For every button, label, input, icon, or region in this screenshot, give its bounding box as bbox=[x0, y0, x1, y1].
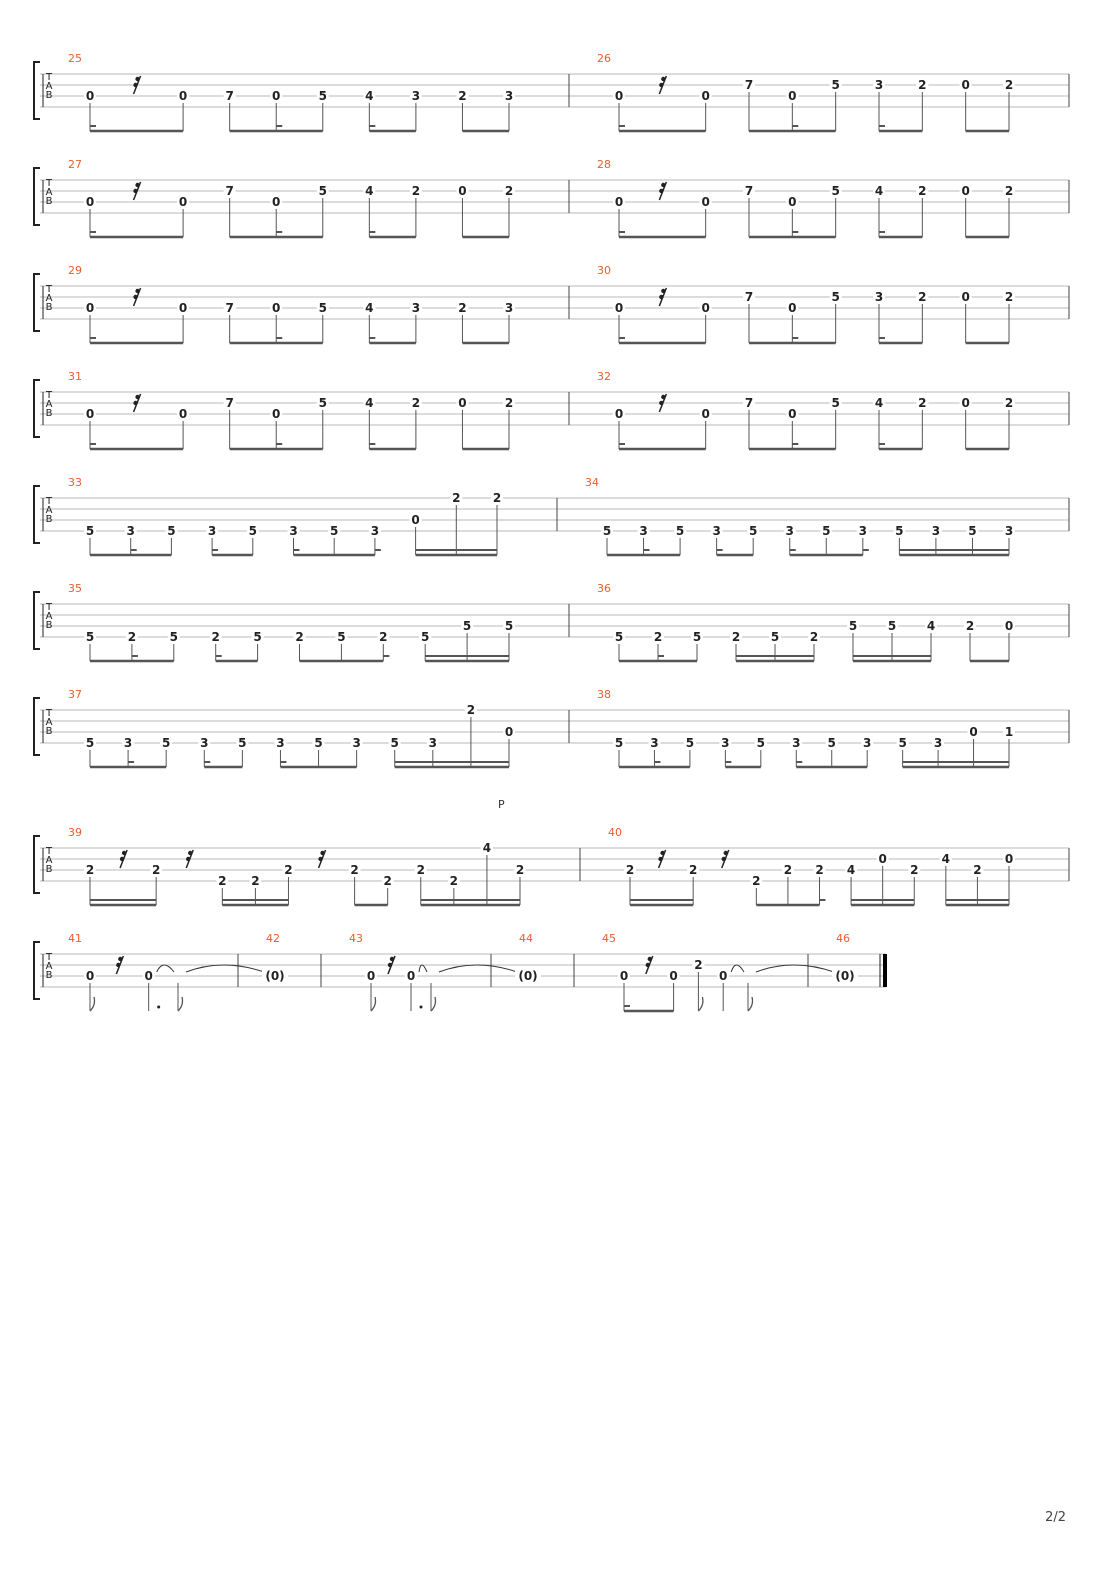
fret-number: 5 bbox=[685, 736, 695, 750]
fret-number: 3 bbox=[123, 736, 133, 750]
measure-number: 31 bbox=[68, 370, 82, 383]
fret-number: 2 bbox=[504, 396, 514, 410]
rest-dot bbox=[722, 857, 726, 861]
system-bracket bbox=[34, 486, 40, 543]
fret-number: 3 bbox=[639, 524, 648, 538]
system-bracket bbox=[34, 942, 40, 999]
fret-number: 5 bbox=[614, 736, 624, 750]
fret-number: 0 bbox=[961, 290, 970, 304]
measure-number: 46 bbox=[836, 932, 850, 945]
fret-number: 2 bbox=[458, 89, 467, 103]
fret-number: 0 bbox=[788, 407, 797, 421]
fret-number: 0 bbox=[411, 513, 420, 527]
dynamic-marking: P bbox=[498, 798, 505, 811]
fret-number: 2 bbox=[625, 863, 635, 877]
staff-system bbox=[34, 52, 1069, 131]
fret-number: 3 bbox=[931, 524, 941, 538]
system-bracket bbox=[34, 274, 40, 331]
fret-number: 4 bbox=[926, 619, 936, 633]
fret-number: 3 bbox=[874, 290, 884, 304]
fret-number: 2 bbox=[458, 301, 467, 315]
fret-number: 3 bbox=[504, 89, 514, 103]
fret-number: 2 bbox=[809, 630, 819, 644]
fret-number: 5 bbox=[248, 524, 257, 538]
rest-dot bbox=[318, 857, 322, 861]
fret-number: 7 bbox=[225, 184, 234, 198]
fret-number: 5 bbox=[318, 89, 327, 103]
system-bracket bbox=[34, 592, 40, 649]
fret-number: 5 bbox=[968, 524, 977, 538]
fret-number: 0 bbox=[669, 969, 678, 983]
fret-number: 0 bbox=[272, 301, 281, 315]
tab-clef-letter: T bbox=[45, 72, 53, 83]
fret-number: 0 bbox=[719, 969, 728, 983]
note-flag bbox=[748, 997, 753, 1011]
fret-number: 0 bbox=[1004, 852, 1014, 866]
fret-number: 4 bbox=[846, 863, 856, 877]
tab-clef-letter: A bbox=[45, 81, 53, 92]
fret-number: 0 bbox=[701, 301, 710, 315]
fret-number: 0 bbox=[1004, 619, 1014, 633]
fret-number: 2 bbox=[752, 874, 761, 888]
fret-number: 0 bbox=[788, 195, 797, 209]
note-flag bbox=[698, 997, 703, 1011]
fret-number: 2 bbox=[492, 491, 502, 505]
measure-number: 29 bbox=[68, 264, 82, 277]
fret-number: 2 bbox=[918, 78, 927, 92]
fret-number: 3 bbox=[370, 524, 380, 538]
staff-system bbox=[34, 370, 1069, 449]
fret-number: 2 bbox=[284, 863, 293, 877]
fret-number: 2 bbox=[815, 863, 824, 877]
staff-system bbox=[34, 476, 1069, 555]
fret-number: 0 bbox=[458, 396, 467, 410]
fret-number: 3 bbox=[428, 736, 437, 750]
staff-system bbox=[34, 688, 1069, 767]
measure-number: 30 bbox=[597, 264, 611, 277]
rest-dot bbox=[188, 851, 192, 855]
tie bbox=[756, 965, 834, 972]
fret-number: 5 bbox=[85, 524, 95, 538]
rest-dot bbox=[659, 295, 663, 299]
tab-clef-letter: A bbox=[45, 399, 53, 410]
fret-number: 2 bbox=[918, 396, 927, 410]
system-bracket bbox=[34, 62, 40, 119]
fret-number: 2 bbox=[449, 874, 459, 888]
fret-number: 0 bbox=[701, 195, 710, 209]
fret-number: 5 bbox=[462, 619, 472, 633]
rest-dot bbox=[120, 857, 124, 861]
fret-number: 0 bbox=[178, 195, 188, 209]
measure-number: 28 bbox=[597, 158, 611, 171]
fret-number: 5 bbox=[318, 184, 327, 198]
fret-number: 5 bbox=[318, 301, 327, 315]
tab-clef-letter: T bbox=[45, 602, 53, 613]
fret-number: 3 bbox=[933, 736, 943, 750]
tab-clef-letter: T bbox=[45, 846, 53, 857]
fret-number: 2 bbox=[1004, 396, 1014, 410]
tab-clef-letter: T bbox=[45, 496, 53, 507]
rest-dot bbox=[122, 851, 126, 855]
fret-number: 3 bbox=[411, 301, 421, 315]
fret-number: 0 bbox=[614, 195, 624, 209]
fret-number: 0 bbox=[85, 301, 95, 315]
rest-dot bbox=[724, 851, 728, 855]
measure-number: 37 bbox=[68, 688, 82, 701]
fret-number: 4 bbox=[874, 396, 884, 410]
fret-number: 3 bbox=[712, 524, 721, 538]
note-flag bbox=[431, 997, 436, 1011]
tab-clef-letter: B bbox=[45, 514, 53, 525]
fret-number: 2 bbox=[452, 491, 461, 505]
fret-number: 2 bbox=[251, 874, 260, 888]
tab-clef-letter: B bbox=[45, 620, 53, 631]
fret-number: 4 bbox=[941, 852, 951, 866]
fret-number: 5 bbox=[770, 630, 780, 644]
fret-number: 3 bbox=[289, 524, 298, 538]
note-flag bbox=[90, 997, 95, 1011]
tab-clef-letter: A bbox=[45, 855, 53, 866]
fret-number: 2 bbox=[918, 290, 927, 304]
tab-clef-letter: T bbox=[45, 390, 53, 401]
tab-clef-letter: B bbox=[45, 726, 53, 737]
fret-number: 0 bbox=[788, 301, 797, 315]
fret-number: 3 bbox=[792, 736, 801, 750]
fret-number: 0 bbox=[961, 396, 970, 410]
fret-number: 0 bbox=[85, 407, 95, 421]
fret-number: 5 bbox=[831, 396, 840, 410]
measure-number: 27 bbox=[68, 158, 82, 171]
fret-number: 0 bbox=[504, 725, 514, 739]
fret-number: 4 bbox=[874, 184, 884, 198]
fret-number: 5 bbox=[162, 736, 171, 750]
fret-number: 4 bbox=[365, 396, 374, 410]
rest-dot bbox=[135, 183, 139, 187]
fret-number: 0 bbox=[406, 969, 416, 983]
rest-dot bbox=[186, 857, 190, 861]
tab-clef-letter: B bbox=[45, 408, 53, 419]
fret-number: 2 bbox=[127, 630, 137, 644]
note-flag bbox=[371, 997, 376, 1011]
fret-number: 0 bbox=[878, 852, 887, 866]
fret-number: 5 bbox=[692, 630, 702, 644]
fret-number: 0 bbox=[701, 89, 710, 103]
fret-number: 0 bbox=[85, 89, 95, 103]
fret-number: 7 bbox=[744, 290, 754, 304]
fret-number: (0) bbox=[265, 969, 285, 983]
fret-number: 0 bbox=[788, 89, 797, 103]
fret-number: 2 bbox=[151, 863, 161, 877]
rest-dot bbox=[659, 401, 663, 405]
fret-number: 5 bbox=[169, 630, 178, 644]
fret-number: 0 bbox=[614, 301, 624, 315]
rest-dot bbox=[133, 295, 137, 299]
fret-number: 2 bbox=[1004, 290, 1014, 304]
tab-clef-letter: A bbox=[45, 187, 53, 198]
tab-clef-letter: B bbox=[45, 302, 53, 313]
tab-clef-letter: A bbox=[45, 717, 53, 728]
fret-number: 5 bbox=[675, 524, 685, 538]
fret-number: 2 bbox=[688, 863, 698, 877]
fret-number: 0 bbox=[272, 195, 281, 209]
fret-number: 5 bbox=[330, 524, 339, 538]
fret-number: 2 bbox=[416, 863, 425, 877]
rest-dot bbox=[133, 83, 137, 87]
rest-dot bbox=[133, 189, 137, 193]
tie bbox=[439, 965, 517, 972]
staff-system bbox=[34, 582, 1069, 661]
fret-number: 2 bbox=[918, 184, 927, 198]
fret-number: 3 bbox=[207, 524, 217, 538]
fret-number: 0 bbox=[614, 407, 624, 421]
rest-dot bbox=[660, 851, 664, 855]
fret-number: 5 bbox=[898, 736, 907, 750]
fret-number: 5 bbox=[895, 524, 904, 538]
tie bbox=[731, 965, 744, 972]
system-bracket bbox=[34, 698, 40, 755]
dot bbox=[157, 1006, 160, 1009]
measure-number: 39 bbox=[68, 826, 82, 839]
rest-dot bbox=[135, 289, 139, 293]
fret-number: 5 bbox=[238, 736, 247, 750]
fret-number: 5 bbox=[756, 736, 765, 750]
fret-number: 0 bbox=[144, 969, 153, 983]
fret-number: 3 bbox=[863, 736, 872, 750]
fret-number: 5 bbox=[614, 630, 624, 644]
measure-number: 32 bbox=[597, 370, 611, 383]
final-barline-thick bbox=[883, 954, 887, 987]
fret-number: 7 bbox=[744, 78, 754, 92]
rest-dot bbox=[659, 83, 663, 87]
fret-number: 5 bbox=[887, 619, 897, 633]
measure-number: 41 bbox=[68, 932, 82, 945]
rest-dot bbox=[648, 957, 652, 961]
fret-number: 0 bbox=[272, 407, 281, 421]
measure-number: 34 bbox=[585, 476, 599, 489]
measure-number: 42 bbox=[266, 932, 280, 945]
system-bracket bbox=[34, 380, 40, 437]
fret-number: 4 bbox=[365, 184, 374, 198]
fret-number: 2 bbox=[731, 630, 741, 644]
fret-number: 0 bbox=[614, 89, 624, 103]
fret-number: 0 bbox=[178, 407, 188, 421]
tab-clef-letter: B bbox=[45, 970, 53, 981]
fret-number: 5 bbox=[831, 184, 840, 198]
page-number: 2/2 bbox=[1045, 1510, 1066, 1525]
fret-number: 5 bbox=[822, 524, 831, 538]
fret-number: 2 bbox=[910, 863, 919, 877]
fret-number: 5 bbox=[85, 736, 95, 750]
fret-number: 2 bbox=[653, 630, 663, 644]
fret-number: 3 bbox=[200, 736, 209, 750]
staff-system bbox=[34, 158, 1069, 237]
tab-clef-letter: T bbox=[45, 952, 53, 963]
fret-number: 2 bbox=[211, 630, 220, 644]
fret-number: 0 bbox=[366, 969, 376, 983]
fret-number: 0 bbox=[619, 969, 629, 983]
fret-number: 2 bbox=[411, 396, 421, 410]
fret-number: 7 bbox=[744, 184, 754, 198]
fret-number: 3 bbox=[858, 524, 867, 538]
fret-number: 5 bbox=[827, 736, 836, 750]
fret-number: 3 bbox=[504, 301, 514, 315]
system-bracket bbox=[34, 168, 40, 225]
note-flag bbox=[178, 997, 183, 1011]
fret-number: 3 bbox=[1004, 524, 1014, 538]
fret-number: 2 bbox=[965, 619, 975, 633]
fret-number: 2 bbox=[504, 184, 514, 198]
fret-number: 7 bbox=[225, 301, 234, 315]
fret-number: 3 bbox=[874, 78, 884, 92]
fret-number: 2 bbox=[1004, 184, 1014, 198]
fret-number: 2 bbox=[350, 863, 359, 877]
fret-number: 5 bbox=[337, 630, 346, 644]
fret-number: 5 bbox=[831, 290, 840, 304]
fret-number: 0 bbox=[272, 89, 281, 103]
measure-number: 26 bbox=[597, 52, 611, 65]
fret-number: 5 bbox=[848, 619, 858, 633]
rest-dot bbox=[646, 963, 650, 967]
rest-dot bbox=[116, 963, 120, 967]
fret-number: 0 bbox=[85, 969, 95, 983]
rest-dot bbox=[390, 957, 394, 961]
fret-number: 3 bbox=[352, 736, 361, 750]
rest-dot bbox=[320, 851, 324, 855]
rest-dot bbox=[661, 395, 665, 399]
tab-clef-letter: T bbox=[45, 708, 53, 719]
fret-number: 5 bbox=[421, 630, 430, 644]
fret-number: 2 bbox=[85, 863, 95, 877]
tab-clef-letter: B bbox=[45, 90, 53, 101]
fret-number: 2 bbox=[295, 630, 304, 644]
measure-number: 38 bbox=[597, 688, 611, 701]
fret-number: 5 bbox=[314, 736, 323, 750]
tie bbox=[157, 965, 174, 972]
tab-clef-letter: A bbox=[45, 961, 53, 972]
rest-dot bbox=[388, 963, 392, 967]
fret-number: 2 bbox=[218, 874, 227, 888]
staff-system bbox=[34, 932, 887, 1011]
fret-number: 2 bbox=[466, 703, 476, 717]
fret-number: (0) bbox=[518, 969, 538, 983]
fret-number: 3 bbox=[721, 736, 730, 750]
tab-clef-letter: A bbox=[45, 505, 53, 516]
fret-number: 5 bbox=[602, 524, 612, 538]
fret-number: 5 bbox=[504, 619, 514, 633]
measure-number: 45 bbox=[602, 932, 616, 945]
tab-clef-letter: A bbox=[45, 611, 53, 622]
fret-number: 0 bbox=[85, 195, 95, 209]
rest-dot bbox=[661, 77, 665, 81]
fret-number: 5 bbox=[831, 78, 840, 92]
fret-number: 5 bbox=[85, 630, 95, 644]
fret-number: 3 bbox=[650, 736, 659, 750]
staff-system bbox=[34, 264, 1069, 343]
fret-number: 0 bbox=[961, 78, 970, 92]
fret-number: 5 bbox=[253, 630, 262, 644]
tab-clef-letter: T bbox=[45, 284, 53, 295]
fret-number: 2 bbox=[973, 863, 982, 877]
dot bbox=[420, 1006, 423, 1009]
fret-number: 0 bbox=[961, 184, 970, 198]
fret-number: 0 bbox=[458, 184, 467, 198]
tie bbox=[186, 965, 264, 972]
fret-number: 3 bbox=[126, 524, 135, 538]
fret-number: 4 bbox=[365, 89, 374, 103]
staff-system bbox=[34, 826, 1069, 905]
fret-number: 3 bbox=[411, 89, 421, 103]
fret-number: 4 bbox=[365, 301, 374, 315]
fret-number: 5 bbox=[167, 524, 176, 538]
fret-number: 3 bbox=[785, 524, 794, 538]
fret-number: 7 bbox=[225, 396, 234, 410]
rest-dot bbox=[118, 957, 122, 961]
system-bracket bbox=[34, 836, 40, 893]
fret-number: 3 bbox=[276, 736, 285, 750]
measure-number: 44 bbox=[519, 932, 533, 945]
fret-number: 4 bbox=[482, 841, 492, 855]
rest-dot bbox=[659, 189, 663, 193]
rest-dot bbox=[661, 289, 665, 293]
fret-number: 0 bbox=[701, 407, 710, 421]
measure-number: 35 bbox=[68, 582, 82, 595]
tie bbox=[419, 965, 427, 972]
tab-clef-letter: B bbox=[45, 864, 53, 875]
fret-number: 7 bbox=[744, 396, 754, 410]
fret-number: 2 bbox=[694, 958, 703, 972]
fret-number: 2 bbox=[411, 184, 421, 198]
fret-number: 1 bbox=[1004, 725, 1014, 739]
rest-dot bbox=[661, 183, 665, 187]
fret-number: 0 bbox=[178, 89, 188, 103]
rest-dot bbox=[135, 77, 139, 81]
rest-dot bbox=[135, 395, 139, 399]
tab-clef-letter: T bbox=[45, 178, 53, 189]
fret-number: 2 bbox=[515, 863, 525, 877]
fret-number: (0) bbox=[835, 969, 855, 983]
measure-number: 40 bbox=[608, 826, 622, 839]
fret-number: 0 bbox=[969, 725, 978, 739]
measure-number: 25 bbox=[68, 52, 82, 65]
measure-number: 43 bbox=[349, 932, 363, 945]
measure-number: 36 bbox=[597, 582, 611, 595]
fret-number: 5 bbox=[749, 524, 758, 538]
fret-number: 0 bbox=[178, 301, 188, 315]
fret-number: 5 bbox=[318, 396, 327, 410]
fret-number: 2 bbox=[783, 863, 793, 877]
measure-number: 33 bbox=[68, 476, 82, 489]
fret-number: 7 bbox=[225, 89, 234, 103]
fret-number: 2 bbox=[383, 874, 392, 888]
rest-dot bbox=[133, 401, 137, 405]
tab-clef-letter: B bbox=[45, 196, 53, 207]
fret-number: 5 bbox=[390, 736, 399, 750]
fret-number: 2 bbox=[1004, 78, 1014, 92]
tab-clef-letter: A bbox=[45, 293, 53, 304]
rest-dot bbox=[658, 857, 662, 861]
fret-number: 2 bbox=[379, 630, 388, 644]
